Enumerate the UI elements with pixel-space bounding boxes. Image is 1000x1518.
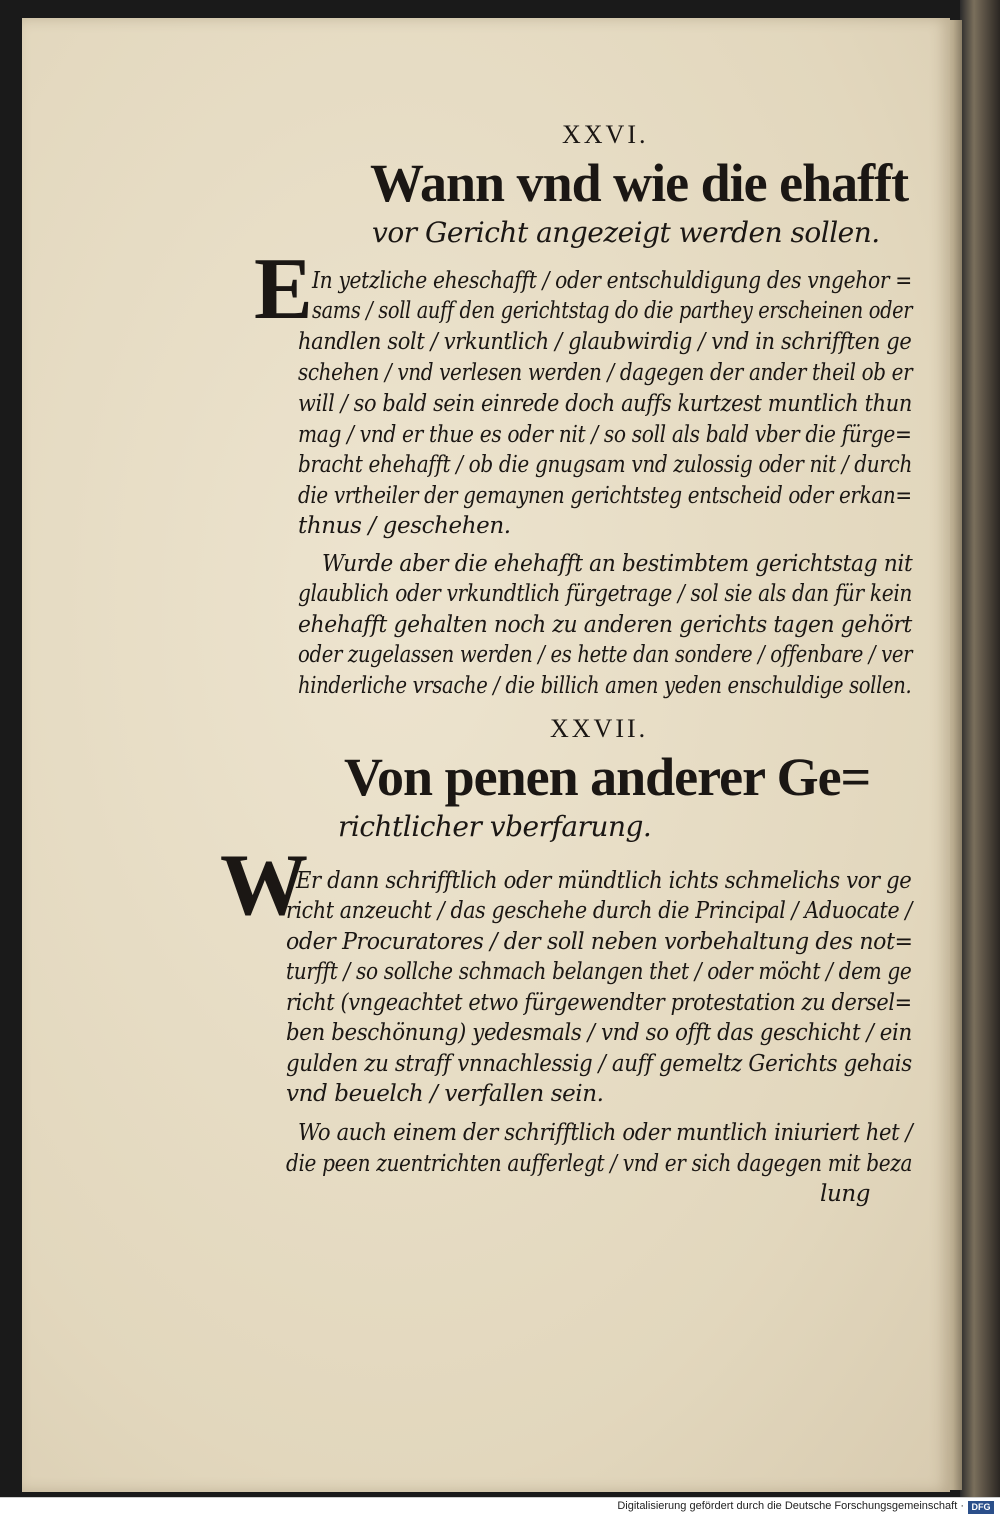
text-line: In yetzliche eheschafft / oder entschuldigung des vngehor = xyxy=(312,268,912,294)
text-line: mag / vnd er thue es oder nit / so soll als bald vber die fürge= xyxy=(298,422,912,448)
text-line: Wo auch einem der schrifftlich oder muntlich iniuriert het / xyxy=(298,1120,913,1146)
section-subtitle-26: vor Gericht angezeigt werden sollen. xyxy=(372,216,880,249)
catchword: lung xyxy=(820,1181,871,1207)
text-line: Er dann schrifftlich oder mündtlich ichts schmelichs vor ge xyxy=(296,868,912,894)
section-numeral-27: XXVII. xyxy=(550,714,649,743)
text-line: die vrtheiler der gemaynen gerichtsteg entscheid oder erkan= xyxy=(298,483,912,509)
dfg-logo[interactable]: DFG xyxy=(968,1501,994,1514)
text-line: schehen / vnd verlesen werden / dagegen der ander theil ob er xyxy=(298,360,913,386)
text-line: die peen zuentrichten aufferlegt / vnd er sich dagegen mit beza xyxy=(286,1151,913,1177)
text-line: richt anzeucht / das geschehe durch die Principal / Aduocate / xyxy=(286,898,912,924)
section-numeral-26: XXVI. xyxy=(562,120,649,149)
text-line: thnus / geschehen. xyxy=(298,513,511,539)
section-title-27: Von penen anderer Ge= xyxy=(344,747,871,807)
text-line: sams / soll auff den gerichtstag do die parthey erscheinen oder xyxy=(312,298,913,324)
text-line: Wurde aber die ehehafft an bestimbtem gerichtstag nit xyxy=(322,551,913,577)
book-spine xyxy=(960,0,1000,1497)
text-line: turfft / so sollche schmach belangen thet / oder möcht / dem ge xyxy=(286,959,912,985)
text-line: gulden zu straff vnnachlessig / auff gemeltz Gerichts gehais xyxy=(286,1051,912,1077)
text-line: glaublich oder vrkundtlich fürgetrage / sol sie als dan für kein xyxy=(298,581,913,607)
text-line: vnd beuelch / verfallen sein. xyxy=(286,1081,604,1107)
text-line: will / so bald sein einrede doch auffs kurtzest muntlich thun xyxy=(298,391,912,417)
text-line: ehehafft gehalten noch zu anderen gerichts tagen gehört xyxy=(298,612,912,638)
text-line: bracht ehehafft / ob die gnugsam vnd zulossig oder nit / durch xyxy=(298,452,913,478)
section-title-26: Wann vnd wie die ehafft xyxy=(370,153,909,213)
text-line: richt (vngeachtet etwo fürgewendter protestation zu dersel= xyxy=(286,990,912,1016)
text-line: oder Procuratores / der soll neben vorbehaltung des not= xyxy=(286,929,913,955)
footer-bar xyxy=(0,1497,1000,1518)
page-paper xyxy=(22,18,950,1492)
section-subtitle-27: richtlicher vberfarung. xyxy=(338,810,652,843)
footer-credit: Digitalisierung gefördert durch die Deutsche Forschungsgemeinschaft · xyxy=(617,1500,964,1512)
text-line: oder zugelassen werden / es hette dan sondere / offenbare / ver xyxy=(298,642,913,668)
text-line: hinderliche vrsache / die billich amen yeden enschuldige sollen. xyxy=(298,673,912,699)
text-line: ben beschönung) yedesmals / vnd so offt das geschicht / ein xyxy=(286,1020,912,1046)
text-line: handlen solt / vrkuntlich / glaubwirdig / vnd in schrifften ge xyxy=(298,329,912,355)
initial-letter-e: E xyxy=(254,241,313,338)
initial-letter-w: W xyxy=(220,837,308,934)
